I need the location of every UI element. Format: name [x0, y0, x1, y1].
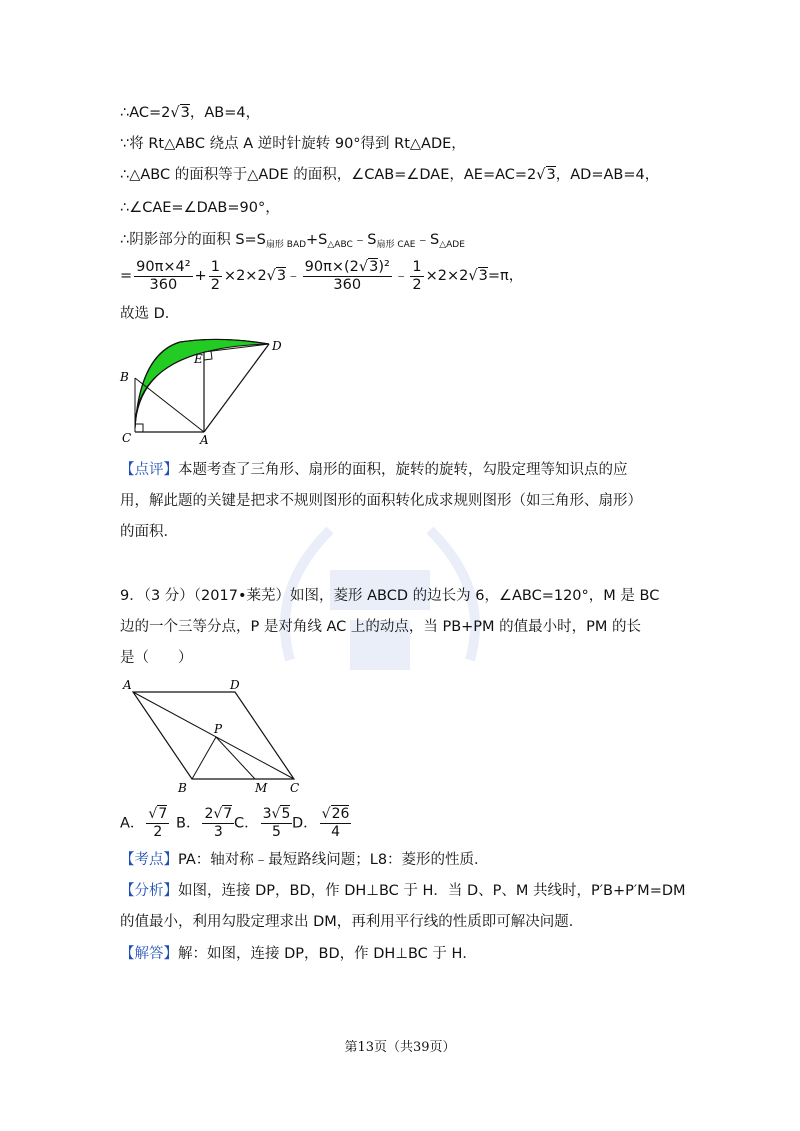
label-d: D — [272, 339, 282, 353]
label-d: D — [230, 678, 240, 692]
page-footer: 第13页（共39页） — [344, 1040, 456, 1055]
review-line-2: 用，解此题的关键是把求不规则图形的面积转化成求规则图形（如三角形、扇形） — [120, 493, 642, 509]
segment-bp — [192, 737, 216, 779]
line-equal-area: ∴△ABC 的面积等于△ADE 的面积，∠CAB=∠DAE，AE=AC=2√3，AD=AB=4， — [120, 167, 660, 183]
kaodian-tag: 【考点】 — [120, 852, 178, 868]
label-b: B — [178, 781, 187, 795]
label-e: E — [194, 352, 203, 366]
line-answer: 故选 D． — [120, 306, 180, 322]
option-d[interactable]: D． $\frac{√26}{4}$ — [292, 806, 350, 840]
option-a[interactable]: A． $\frac{√7}{2}$ — [120, 806, 168, 840]
review-tag: 【点评】 — [120, 462, 178, 478]
sector-figure — [110, 328, 290, 448]
fenxi-line-2: 的值最小，利用勾股定理求出 DM，再利用平行线的性质即可解决问题． — [120, 914, 584, 930]
option-c[interactable]: C． $\frac{3√5}{5}$ — [234, 806, 291, 840]
kaodian-line: 【考点】PA：轴对称﹣最短路线问题；L8：菱形的性质． — [120, 852, 489, 868]
label-c: C — [122, 431, 132, 445]
line-rotation: ∵将 Rt△ABC 绕点 A 逆时针旋转 90°得到 Rt△ADE， — [120, 136, 466, 152]
option-b[interactable]: B． $\frac{2√7}{3}$ — [176, 806, 233, 840]
label-p: P — [214, 722, 223, 736]
q9-line-3: 是（ ） — [120, 650, 193, 666]
line-angles: ∴∠CAE=∠DAB=90°， — [120, 200, 280, 216]
line-area-formula: ∴阴影部分的面积 $S=S_{扇形 BAD}+S_{\triangle ABC}﹣S_{扇形 CAE}﹣S_{\triangle ADE}$ — [120, 232, 465, 250]
label-a: A — [200, 433, 209, 447]
line-area-calculation: = $\frac{\text{90π×4²}}{360}$ + $\frac{1}{2}$ ×2×2√3﹣ $\frac{\text{90π×(2√3)²}}{360}$ ﹣ $\frac{1}{2}$ ×2×2√3=π， — [120, 258, 524, 293]
jieda-line: 【解答】解：如图，连接 DP，BD，作 DH⊥BC 于 H． — [120, 946, 477, 962]
label-c: C — [290, 781, 300, 795]
fenxi-line-1: 【分析】如图，连接 DP，BD，作 DH⊥BC 于 H．当 D、P、M 共线时，P′B+P′M=DM — [120, 883, 686, 899]
q9-line-2: 边的一个三等分点，P 是对角线 AC 上的动点，当 PB+PM 的值最小时，PM 的长 — [120, 619, 642, 635]
label-b: B — [120, 370, 129, 384]
rhombus-figure — [118, 676, 308, 798]
segment-ad — [204, 344, 269, 432]
segment-pm — [216, 737, 255, 779]
segment-ba — [135, 378, 204, 432]
label-a: A — [123, 678, 132, 692]
review-line-3: 的面积． — [120, 524, 178, 540]
review-line-1: 【点评】本题考查了三角形、扇形的面积，旋转的旋转，勾股定理等知识点的应 — [120, 462, 628, 478]
q9-line-1: 9．（3 分）（2017•莱芜）如图，菱形 ABCD 的边长为 6，∠ABC=120°，M 是 BC — [120, 588, 660, 604]
line-ac-ab: ∴AC=2√3，AB=4， — [120, 105, 261, 121]
fenxi-tag: 【分析】 — [120, 883, 178, 899]
jieda-tag: 【解答】 — [120, 946, 178, 962]
right-angle-c — [135, 424, 143, 432]
label-m: M — [255, 781, 268, 795]
